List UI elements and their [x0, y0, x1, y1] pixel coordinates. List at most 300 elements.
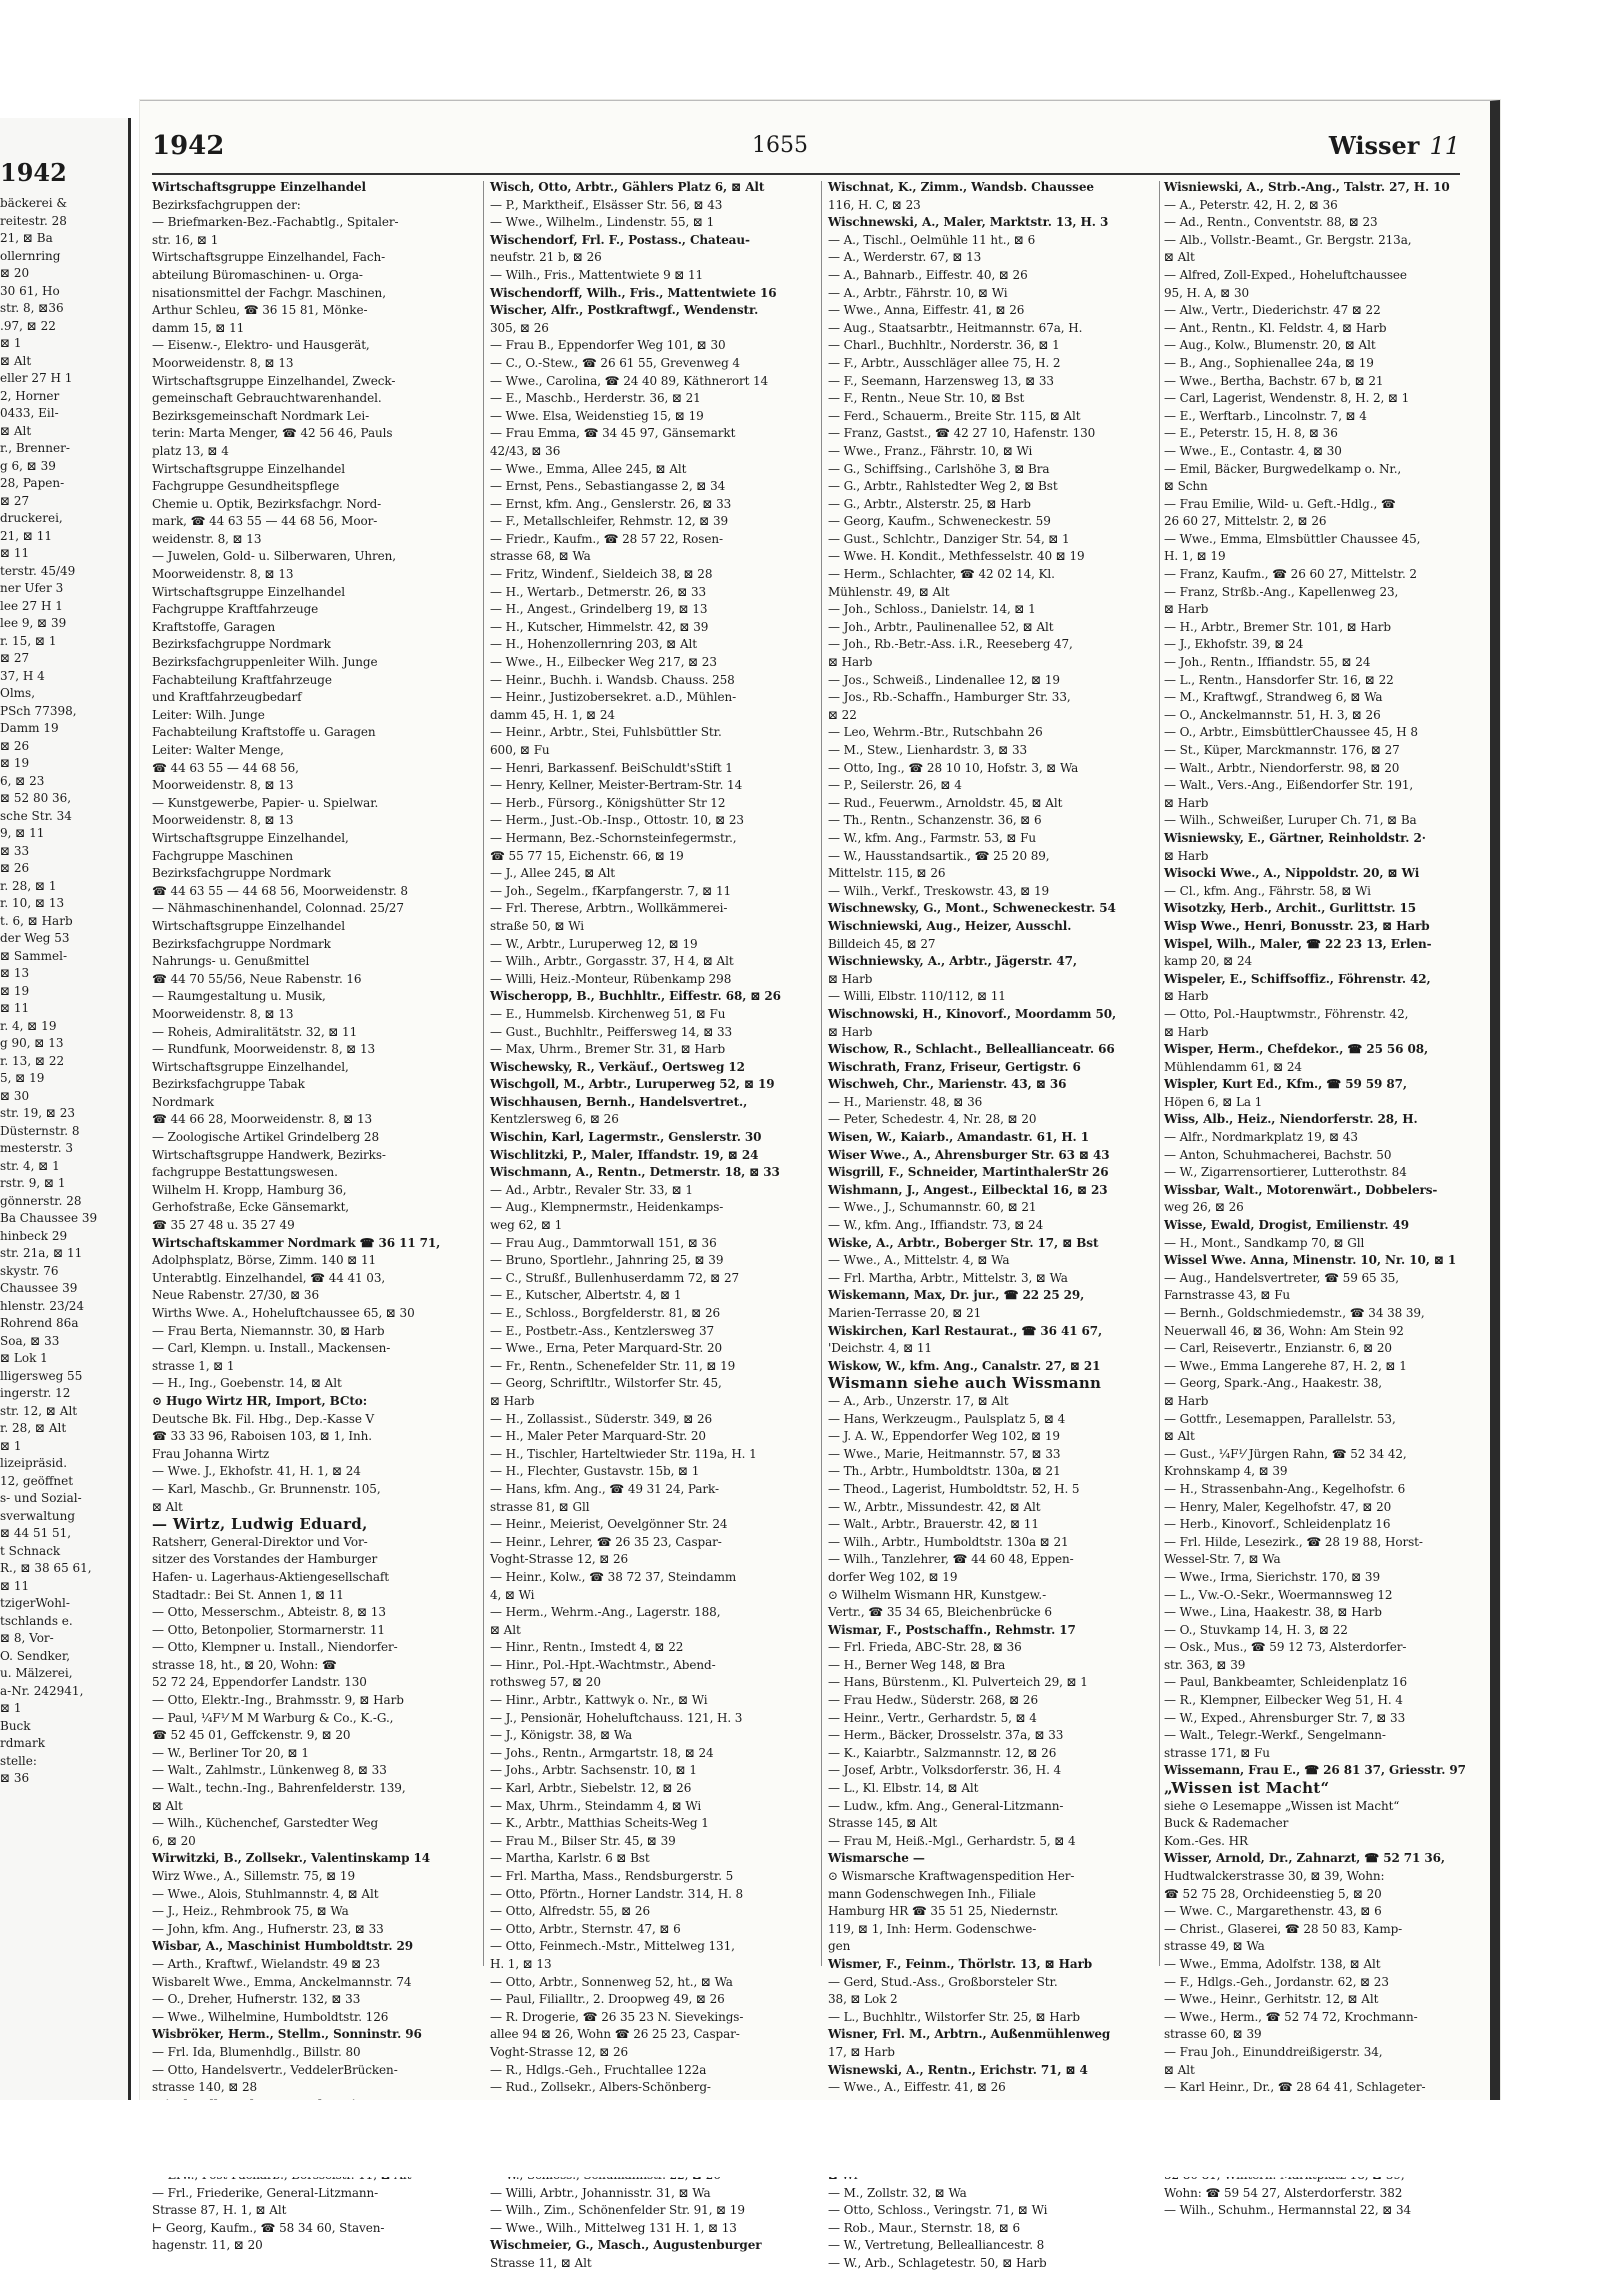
directory-entry-line: — Frl. Therese, Arbtrn., Wollkämmerei- [490, 901, 728, 916]
directory-entry-line: — Frau Joh., Einunddreißigerstr. 34, [1164, 2044, 1383, 2059]
directory-entry-line: Fachgruppe Gesundheitspflege [152, 479, 340, 494]
directory-entry-line: — E., Peterstr. 15, H. 8, ⊠ 36 [1164, 426, 1338, 441]
facing-page-line: rdmark [0, 1736, 45, 1750]
column-divider [821, 181, 822, 1966]
directory-entry-line: ⊠ Harb [1164, 602, 1209, 617]
directory-entry-line: ⊙ Wilhelm Wismann HR, Kunstgew.- [828, 1587, 1047, 1602]
directory-entry-line: — Joh., Arbtr., Paulinenallee 52, ⊠ Alt [828, 619, 1054, 634]
facing-page-line: lee 9, ⊠ 39 [0, 616, 67, 630]
directory-entry-line: — Otto, Alfredstr. 55, ⊠ 26 [490, 1904, 650, 1919]
directory-entry-line: — Rud., Feuerwm., Arnoldstr. 45, ⊠ Alt [828, 795, 1063, 810]
directory-entry-line: — W., Zigarrensortierer, Lutterothstr. 84 [1164, 1165, 1407, 1180]
directory-entry-line: — Henry, Kellner, Meister-Bertram-Str. 14 [490, 778, 743, 793]
page-number: 1655 [752, 133, 808, 158]
directory-entry-heading: Wiser Wwe., A., Ahrensburger Str. 63 ⊠ 43 [828, 1147, 1110, 1162]
directory-entry-line: — A., Werderstr. 67, ⊠ 13 [828, 250, 982, 265]
facing-page-line: 9, ⊠ 11 [0, 826, 45, 840]
directory-entry-line: — E., Werftarb., Lincolnstr. 7, ⊠ 4 [1164, 408, 1367, 423]
directory-entry-line: — Georg, Spark.-Ang., Haakestr. 38, [1164, 1376, 1382, 1391]
directory-entry-line: — E., Kutscher, Albertstr. 4, ⊠ 1 [490, 1288, 682, 1303]
directory-entry-line: — Wwe. C., Margarethenstr. 43, ⊠ 6 [1164, 1904, 1382, 1919]
directory-entry-line: — R. Drogerie, ☎ 26 35 23 N. Sievekings- [490, 2009, 744, 2024]
directory-entry-line: Wirtschaftsgruppe Einzelhandel [152, 584, 345, 599]
directory-entry-line: — Charl., Buchhltr., Norderstr. 36, ⊠ 1 [828, 338, 1060, 353]
running-head [1329, 131, 1460, 160]
directory-entry-line: — Rud., Zollsekr., Albers-Schönberg- [490, 2080, 711, 2095]
directory-entry-line: — Wilh., Zim., Schönenfelder Str. 91, ⊠ 19 [490, 2203, 745, 2218]
directory-entry-line: — Heinr., Lehrer, ☎ 26 35 23, Caspar- [490, 1534, 722, 1549]
directory-entry-line: — Walt., techn.-Ing., Bahrenfelderstr. 139, [152, 1781, 406, 1796]
directory-entry-line: — Hinr., Pol.-Hpt.-Wachtmstr., Abend- [490, 1657, 716, 1672]
directory-entry-line: — K., Kaiarbtr., Salzmannstr. 12, ⊠ 26 [828, 1745, 1057, 1760]
directory-entry-heading: Wirtschaftsgruppe Einzelhandel [152, 180, 366, 194]
directory-entry-line: ⊠ Harb [1164, 989, 1209, 1004]
facing-page-line: gönnerstr. 28 [0, 1193, 82, 1208]
directory-entry-line: — Frau B., Eppendorfer Weg 101, ⊠ 30 [490, 338, 726, 353]
directory-entry-heading: Wisotzky, Herb., Archit., Gurlittstr. 15 [1164, 901, 1417, 916]
directory-entry-heading: Wisocki Wwe., A., Nippoldstr. 20, ⊠ Wi [1164, 866, 1420, 881]
directory-entry-line: — Karl, Arbtr., Siebelstr. 12, ⊠ 26 [490, 1781, 692, 1796]
directory-entry-line: Bezirksfachgruppen der: [152, 197, 301, 212]
directory-entry-heading: Wiss, Alb., Heiz., Niendorferstr. 28, H. [1164, 1112, 1418, 1127]
directory-entry-line: Buck & Rademacher [1164, 1816, 1289, 1831]
directory-entry-line: — Georg, Kaufm., Schweneckestr. 59 [828, 514, 1051, 529]
directory-entry-line: ☎ 44 70 55/56, Neue Rabenstr. 16 [152, 971, 362, 986]
directory-entry-line: — Wwe., Lina, Haakestr. 38, ⊠ Harb [1164, 1605, 1382, 1620]
directory-entry-line: Arthur Schleu, ☎ 36 15 81, Mönke- [152, 303, 368, 318]
directory-entry-line: — A., Arbtr., Fährstr. 10, ⊠ Wi [828, 285, 1008, 300]
directory-entry-line: — W., Vertretung, Bellealliancestr. 8 [828, 2238, 1045, 2253]
facing-page-line: ⊠ 27 [0, 651, 30, 665]
directory-entry-line: — Alfr., Nordmarkplatz 19, ⊠ 43 [1164, 1130, 1358, 1145]
directory-entry-heading: Wischin, Karl, Lagermstr., Genslerstr. 30 [490, 1130, 762, 1145]
directory-entry-heading: Wiskow, W., kfm. Ang., Canalstr. 27, ⊠ 21 [828, 1358, 1101, 1373]
directory-entry-line: — Hans, Bürstenm., Kl. Pulverteich 29, ⊠ 1 [828, 1675, 1088, 1690]
directory-entry-line: — H., Flechter, Gustavstr. 15b, ⊠ 1 [490, 1464, 700, 1479]
directory-entry-line: Wirtschaftsgruppe Einzelhandel, [152, 830, 349, 845]
directory-entry-line: — Wwe., Irma, Sierichstr. 170, ⊠ 39 [1164, 1569, 1380, 1584]
directory-entry-line: — Eisenw.-, Elektro- und Hausgerät, [152, 338, 370, 353]
facing-page-fragment [0, 118, 131, 2100]
directory-entry-line: — L., Kl. Elbstr. 14, ⊠ Alt [828, 1781, 979, 1796]
directory-entry-line: — Johs., Rentn., Armgartstr. 18, ⊠ 24 [490, 1745, 714, 1760]
directory-entry-line: Wirtschaftsgruppe Einzelhandel [152, 918, 345, 933]
directory-entry-line: — Hinr., Rentn., Imstedt 4, ⊠ 22 [490, 1640, 684, 1655]
facing-page-line: str. 21a, ⊠ 11 [0, 1246, 83, 1260]
directory-entry-heading: Wisnewski, A., Rentn., Erichstr. 71, ⊠ 4 [828, 2062, 1088, 2077]
directory-entry-line: — Wwe., H., Eilbecker Weg 217, ⊠ 23 [490, 655, 717, 670]
directory-entry-heading: Wiske, A., Arbtr., Boberger Str. 17, ⊠ Bst [828, 1235, 1099, 1250]
facing-page-line: r. 13, ⊠ 22 [0, 1053, 65, 1068]
directory-entry-line: — J., Allee 245, ⊠ Alt [490, 866, 616, 881]
facing-page-line: terstr. 45/49 [0, 563, 76, 578]
facing-page-line: Düsternstr. 8 [0, 1123, 80, 1138]
facing-page-line: eller 27 H 1 [0, 371, 73, 385]
directory-entry-line: siehe ⊙ Lesemappe „Wissen ist Macht“ [1164, 1798, 1400, 1813]
directory-entry-line: Hafen- u. Lagerhaus-Aktiengesellschaft [152, 1569, 389, 1584]
directory-entry-line: Strasse 11, ⊠ Alt [490, 2256, 592, 2271]
directory-entry-line: — F., Seemann, Harzensweg 13, ⊠ 33 [828, 373, 1054, 388]
directory-entry-heading: Wismann siehe auch Wissmann [828, 1374, 1102, 1393]
directory-entry-line: ⊠ Alt [1164, 2062, 1195, 2077]
facing-page-line: 37, H 4 [0, 668, 45, 683]
directory-entry-line: — Ad., Rentn., Conventstr. 88, ⊠ 23 [1164, 215, 1378, 230]
facing-page-line: 12, geöffnet [0, 1473, 74, 1488]
directory-entry-line: Gerhofstraße, Ecke Gänsemarkt, [152, 1200, 350, 1215]
directory-entry-line: — A., Arb., Unzerstr. 17, ⊠ Alt [828, 1393, 1009, 1408]
directory-entry-heading: Wischendorf, Frl. F., Postass., Chateau- [490, 232, 750, 247]
directory-entry-line: — Gust., Buchhltr., Peiffersweg 14, ⊠ 33 [490, 1024, 733, 1039]
directory-entry-heading: Wischnowski, H., Kinovorf., Moordamm 50, [828, 1006, 1117, 1021]
directory-entry-line: — C., Strußf., Bullenhuserdamm 72, ⊠ 27 [490, 1270, 740, 1285]
directory-entry-line: — Joh., Rb.-Betr.-Ass. i.R., Reeseberg 47, [828, 637, 1073, 652]
directory-entry-line: — Otto, Ing., ☎ 28 10 10, Hofstr. 3, ⊠ Wa [828, 760, 1079, 775]
directory-entry-line: — Joh., Schloss., Danielstr. 14, ⊠ 1 [828, 602, 1036, 617]
directory-entry-heading: Wispler, Kurt Ed., Kfm., ☎ 59 59 87, [1164, 1077, 1407, 1092]
directory-entry-line: — Otto, Feinmech.-Mstr., Mittelweg 131, [490, 1939, 735, 1954]
directory-entry-line: 119, ⊠ 1, Inh: Herm. Godenschwe- [828, 1921, 1037, 1936]
directory-entry-line: Voght-Strasse 12, ⊠ 26 [490, 1552, 629, 1567]
directory-entry-line: — C., O.-Stew., ☎ 26 61 55, Grevenweg 4 [490, 355, 740, 370]
directory-entry-line: — Frau Hedw., Süderstr. 268, ⊠ 26 [828, 1693, 1038, 1708]
directory-entry-heading: Wischnewski, A., Maler, Marktstr. 13, H. 3 [828, 215, 1109, 230]
directory-entry-line: str. 16, ⊠ 1 [152, 232, 219, 247]
directory-entry-line: — Bernh., Goldschmiedemstr., ☎ 34 38 39, [1164, 1306, 1425, 1320]
directory-entry-line: Ratsherr, General-Direktor und Vor- [152, 1534, 368, 1549]
facing-page-line: ⊠ 36 [0, 1771, 30, 1785]
directory-entry-line: — Heinr., Buchh. i. Wandsb. Chauss. 258 [490, 672, 735, 687]
directory-entry-line: — Frau Berta, Niemannstr. 30, ⊠ Harb [152, 1323, 385, 1338]
directory-entry-line: — Wwe., A., Eiffestr. 41, ⊠ 26 [828, 2080, 1006, 2095]
directory-entry-line: — Paul, Bankbeamter, Schleidenplatz 16 [1164, 1675, 1408, 1690]
directory-entry-heading: — Wirtz, Ludwig Eduard, [152, 1515, 368, 1534]
directory-entry-line: — Frl. Ida, Blumenhdlg., Billstr. 80 [152, 2044, 361, 2059]
directory-entry-heading: Wischnat, K., Zimm., Wandsb. Chaussee [828, 180, 1094, 194]
directory-entry-line: strasse 81, ⊠ Gll [490, 1499, 590, 1514]
directory-entry-line: ⊠ Harb [828, 971, 873, 986]
directory-entry-heading: Wischniewsky, A., Arbtr., Jägerstr. 47, [828, 954, 1077, 969]
directory-entry-line: — H., Wertarb., Detmerstr. 26, ⊠ 33 [490, 584, 707, 599]
directory-entry-line: — Herm., Wehrm.-Ang., Lagerstr. 188, [490, 1605, 721, 1620]
directory-entry-line: Neuerwall 46, ⊠ 36, Wohn: Am Stein 92 [1164, 1323, 1404, 1338]
directory-entry-heading: Wisen, W., Kaiarb., Amandastr. 61, H. 1 [828, 1130, 1089, 1145]
directory-entry-heading: Wischrath, Franz, Friseur, Gertigstr. 6 [828, 1059, 1081, 1074]
directory-entry-line: — Wwe., Wilhelmine, Humboldtstr. 126 [152, 2009, 389, 2024]
facing-page-line: lizeipräsid. [0, 1456, 68, 1470]
directory-entry-line: Moorweidenstr. 8, ⊠ 13 [152, 778, 294, 793]
directory-entry-line: ⊠ Alt [1164, 250, 1195, 265]
directory-entry-heading: Wischlitzki, P., Maler, Iffandstr. 19, ⊠ 24 [490, 1147, 759, 1162]
directory-entry-line: — Heinr., Vertr., Gerhardstr. 5, ⊠ 4 [828, 1710, 1037, 1725]
facing-page-line: 0433, Eil- [0, 406, 59, 420]
facing-page-line: r. 28, ⊠ 1 [0, 878, 57, 893]
directory-entry-line: — Franz, Strßb.-Ang., Kapellenweg 23, [1164, 584, 1399, 599]
facing-page-line: ⊠ 19 [0, 756, 30, 770]
facing-page-line: tzigerWohl- [0, 1596, 70, 1610]
directory-entry-line: — M., Zollstr. 32, ⊠ Wa [828, 2185, 967, 2200]
directory-entry-line: — Wwe., A., Mittelstr. 4, ⊠ Wa [828, 1253, 1010, 1268]
facing-page-line: lee 27 H 1 [0, 598, 63, 613]
directory-entry-line: strasse 60, ⊠ 39 [1164, 2027, 1262, 2042]
directory-entry-line: Fachgruppe Kraftfahrzeuge [152, 602, 319, 617]
directory-entry-line: 4, ⊠ Wi [490, 1587, 535, 1602]
directory-entry-line: — Paul, Filialltr., 2. Droopweg 49, ⊠ 26 [490, 1992, 725, 2007]
directory-entry-heading: Wischhausen, Bernh., Handelsvertret., [490, 1094, 748, 1109]
directory-entry-line: Leiter: Walter Menge, [152, 743, 284, 757]
directory-entry-line: — O., Stuvkamp 14, H. 3, ⊠ 22 [1164, 1622, 1348, 1637]
directory-entry-line: rothsweg 57, ⊠ 20 [490, 1675, 601, 1690]
directory-entry-line: ⊠ Harb [1164, 1393, 1209, 1408]
directory-entry-line: — E., Maschb., Herderstr. 36, ⊠ 21 [490, 391, 701, 406]
directory-entry-line: — Wwe., Wilhelm., Lindenstr. 55, ⊠ 1 [490, 215, 715, 230]
facing-page-line: r. 15, ⊠ 1 [0, 633, 57, 648]
directory-entry-line: — M., Stew., Lienhardstr. 3, ⊠ 33 [828, 743, 1028, 757]
facing-page-line: tschlands e. [0, 1613, 73, 1628]
directory-entry-line: — Franz, Kaufm., ☎ 26 60 27, Mittelstr. 2 [1164, 567, 1417, 582]
directory-entry-line: — W., Arbtr., Luruperweg 12, ⊠ 19 [490, 936, 698, 951]
facing-page-line: PSch 77398, [0, 703, 77, 718]
directory-entry-line: ⊠ 22 [828, 707, 857, 722]
directory-entry-heading: ⊙ Hugo Wirtz HR, Import, BCto: [152, 1393, 368, 1408]
directory-entry-line: fachgruppe Bestattungswesen. [152, 1165, 338, 1180]
directory-entry-line: — R., Hdlgs.-Geh., Fruchtallee 122a [490, 2062, 707, 2077]
directory-entry-line: — Max, Uhrm., Bremer Str. 31, ⊠ Harb [490, 1042, 726, 1057]
directory-entry-line: 'Deichstr. 4, ⊠ 11 [828, 1341, 932, 1356]
directory-entry-heading: Wissel Wwe. Anna, Minenstr. 10, Nr. 10, ⊠ 1 [1164, 1253, 1457, 1268]
directory-entry-line: 26 60 27, Mittelstr. 2, ⊠ 26 [1164, 514, 1327, 529]
directory-entry-line: — Gust., Schlchtr., Danziger Str. 54, ⊠ 1 [828, 531, 1070, 546]
directory-entry-line: Hamburg HR ☎ 35 51 25, Niedernstr. [828, 1904, 1059, 1919]
directory-entry-line: — Wwe. H. Kondit., Methfesselstr. 40 ⊠ 19 [828, 549, 1085, 564]
directory-entry-line: — W., Hausstandsartik., ☎ 25 20 89, [828, 848, 1050, 863]
directory-entry-heading: Wischgoll, M., Arbtr., Luruperweg 52, ⊠ 19 [490, 1077, 775, 1092]
directory-entry-line: ⊠ Harb [828, 655, 873, 670]
directory-entry-line: Billdeich 45, ⊠ 27 [828, 936, 936, 951]
directory-entry-line: 52 72 24, Eppendorfer Landstr. 130 [152, 1675, 367, 1690]
directory-entry-line: — P., Marktheif., Elsässer Str. 56, ⊠ 43 [490, 197, 723, 212]
directory-entry-line: — A., Bahnarb., Eiffestr. 40, ⊠ 26 [828, 267, 1028, 282]
facing-page-line: .97, ⊠ 22 [0, 318, 56, 333]
running-head-name: Wisser [1328, 131, 1420, 160]
facing-page-line: 21, ⊠ 11 [0, 528, 53, 543]
facing-page-line: lligersweg 55 [0, 1368, 83, 1383]
directory-entry-line: — Frl. Frieda, ABC-Str. 28, ⊠ 36 [828, 1640, 1022, 1655]
directory-entry-heading: Wischmeier, G., Masch., Augustenburger [490, 2238, 762, 2253]
directory-entry-line: — Wwe., Emma, Elmsbüttler Chaussee 45, [1164, 531, 1421, 546]
directory-entry-line: Wirtschaftsgruppe Einzelhandel [152, 461, 345, 476]
facing-page-line: r., Brenner- [0, 441, 70, 455]
directory-entry-line: — L., Rentn., Hansdorfer Str. 16, ⊠ 22 [1164, 672, 1394, 687]
directory-columns [152, 179, 1466, 2271]
directory-entry-line: — Leo, Wehrm.-Btr., Rutschbahn 26 [828, 725, 1043, 740]
directory-entry-line: H. 1, ⊠ 13 [490, 1956, 552, 1971]
directory-entry-line: — M., Kraftwgf., Strandweg 6, ⊠ Wa [1164, 690, 1383, 705]
directory-entry-line: — Wilh., Arbtr., Gorgasstr. 37, H 4, ⊠ Alt [490, 954, 734, 969]
directory-entry-line: — Zoologische Artikel Grindelberg 28 [152, 1130, 379, 1145]
directory-entry-line: — Aug., Kolw., Blumenstr. 20, ⊠ Alt [1164, 338, 1376, 353]
facing-page-line: hlenstr. 23/24 [0, 1298, 85, 1313]
directory-entry-line: — A., Tischl., Oelmühle 11 ht., ⊠ 6 [828, 232, 1036, 247]
directory-entry-heading: Wischmann, A., Rentn., Detmerstr. 18, ⊠ 33 [490, 1165, 780, 1180]
facing-page-line: der Weg 53 [0, 931, 70, 945]
facing-page-line: ⊠ 1 [0, 1701, 22, 1715]
directory-entry-line: — Hans, Werkzeugm., Paulsplatz 5, ⊠ 4 [828, 1411, 1066, 1426]
directory-entry-line: Bezirksgemeinschaft Nordmark Lei- [152, 408, 370, 423]
directory-entry-line: — Frl. Martha, Arbtr., Mittelstr. 3, ⊠ Wa [828, 1270, 1068, 1285]
directory-entry-line: Bezirksfachgruppe Nordmark [152, 637, 331, 652]
directory-entry-heading: Wisch, Otto, Arbtr., Gählers Platz 6, ⊠ Alt [490, 180, 765, 194]
directory-entry-line: Adolphsplatz, Börse, Zimm. 140 ⊠ 11 [152, 1253, 377, 1268]
directory-entry-line: — O., Dreher, Hufnerstr. 132, ⊠ 33 [152, 1992, 361, 2007]
directory-entry-heading: Wiskemann, Max, Dr. jur., ☎ 22 25 29, [828, 1288, 1085, 1303]
directory-entry-heading: Wirtschaftskammer Nordmark ☎ 36 11 71, [152, 1235, 441, 1250]
facing-page-line: ⊠ 33 [0, 843, 30, 858]
facing-page-line: str. 19, ⊠ 23 [0, 1106, 76, 1120]
directory-entry-line: — Wwe., Marie, Heitmannstr. 57, ⊠ 33 [828, 1446, 1061, 1461]
directory-entry-line: — Heinr., Arbtr., Stei, Fuhlsbüttler Str. [490, 725, 722, 740]
facing-page-line: hinbeck 29 [0, 1228, 68, 1243]
directory-entry-line: — Frau Aug., Dammtorwall 151, ⊠ 36 [490, 1235, 717, 1250]
directory-entry-line: — Th., Arbtr., Humboldtstr. 130a, ⊠ 21 [828, 1464, 1061, 1479]
directory-entry-line: Bezirksfachgruppe Tabak [152, 1077, 305, 1092]
directory-entry-line: — Otto, Elektr.-Ing., Brahmsstr. 9, ⊠ Harb [152, 1693, 404, 1708]
directory-entry-line: Wilhelm H. Kropp, Hamburg 36, [152, 1182, 347, 1197]
directory-entry-line: — Wwe., Emma Langerehe 87, H. 2, ⊠ 1 [1164, 1358, 1407, 1373]
directory-entry-line: Wohn: ☎ 59 54 27, Alsterdorferstr. 382 [1164, 2185, 1403, 2200]
facing-page-line: t Schnack [0, 1543, 61, 1558]
directory-entry-line: — Frl. Martha, Mass., Rendsburgerstr. 5 [490, 1869, 734, 1883]
facing-page-line: 2, Horner [0, 388, 60, 403]
directory-entry-line: — J., Pensionär, Hoheluftchauss. 121, H. 3 [490, 1710, 743, 1725]
directory-entry-heading: Wischow, R., Schlacht., Belleallianceatr. 66 [828, 1042, 1115, 1057]
directory-entry-line: — Wilh., Küchenchef, Garstedter Weg [152, 1816, 379, 1831]
directory-entry-line: 17, ⊠ Harb [828, 2044, 895, 2059]
directory-entry-line: Wirtschaftsgruppe Handwerk, Bezirks- [152, 1147, 386, 1162]
column-divider [483, 181, 484, 1966]
directory-entry-line: — H., Zollassist., Süderstr. 349, ⊠ 26 [490, 1411, 713, 1426]
directory-entry-line: — Wwe., Anna, Eiffestr. 41, ⊠ 26 [828, 303, 1025, 318]
directory-entry-line: — Bruno, Sportlehr., Jahnring 25, ⊠ 39 [490, 1253, 724, 1268]
directory-entry-line: Kraftstoffe, Garagen [152, 619, 276, 634]
directory-entry-line: Wisbarelt Wwe., Emma, Anckelmannstr. 74 [152, 1974, 412, 1989]
directory-entry-line: — L., Vw.-O.-Sekr., Woermannsweg 12 [1164, 1587, 1393, 1602]
directory-entry-heading: Wisp Wwe., Henri, Bonusstr. 23, ⊠ Harb [1164, 918, 1430, 933]
directory-entry-line: — Walt., Vers.-Ang., Eißendorfer Str. 191, [1164, 778, 1414, 793]
directory-entry-line: — Gerd, Stud.-Ass., Großborsteler Str. [828, 1974, 1058, 1989]
directory-entry-line: dorfer Weg 102, ⊠ 19 [828, 1569, 958, 1584]
directory-entry-heading: Wisser, Arnold, Dr., Zahnarzt, ☎ 52 71 36, [1164, 1851, 1445, 1866]
directory-entry-line: — Carl, Klempn. u. Install., Mackensen- [152, 1341, 391, 1356]
directory-entry-line: Wirtschaftsgruppe Einzelhandel, Zweck- [152, 373, 396, 388]
directory-entry-heading: Wismer, F., Feinm., Thörlstr. 13, ⊠ Harb [828, 1956, 1093, 1971]
directory-entry-line: — Alfred, Zoll-Exped., Hoheluftchaussee [1164, 267, 1407, 282]
directory-entry-heading: „Wissen ist Macht“ [1164, 1779, 1330, 1798]
directory-entry-line: — W., Arb., Schlagetestr. 50, ⊠ Harb [828, 2256, 1047, 2271]
directory-entry-line: — J., Heiz., Rehmbrook 75, ⊠ Wa [152, 1904, 349, 1919]
directory-entry-line: 42/43, ⊠ 36 [490, 443, 561, 458]
directory-entry-line: ⊠ Harb [1164, 848, 1209, 863]
directory-entry-heading: Wischewsky, R., Verkäuf., Oertsweg 12 [490, 1059, 745, 1074]
directory-entry-line: ⊠ Harb [828, 1024, 873, 1039]
header-rule [152, 173, 1460, 175]
directory-entry-line: 6, ⊠ 20 [152, 1833, 196, 1848]
facing-page-line: skystr. 76 [0, 1263, 59, 1278]
directory-entry-line: Moorweidenstr. 8, ⊠ 13 [152, 1006, 294, 1021]
directory-entry-line: — F., Hdlgs.-Geh., Jordanstr. 62, ⊠ 23 [1164, 1974, 1389, 1989]
directory-entry-line: Kentzlersweg 6, ⊠ 26 [490, 1112, 619, 1127]
directory-entry-line: — Wilh., Verkf., Treskowstr. 43, ⊠ 19 [828, 883, 1050, 898]
directory-entry-line: ☎ 44 63 55 — 44 68 56, [152, 760, 299, 775]
directory-entry-line: — Ernst, Pens., Sebastiangasse 2, ⊠ 34 [490, 479, 726, 494]
facing-page-line: sverwaltung [0, 1508, 75, 1523]
directory-entry-line: — Otto, Klempner u. Install., Niendorfer- [152, 1640, 398, 1655]
directory-entry-line: — Anton, Schuhmacherei, Bachstr. 50 [1164, 1147, 1392, 1162]
directory-entry-line: — Wwe., E., Contastr. 4, ⊠ 30 [1164, 443, 1342, 458]
header-year: 1942 [152, 131, 225, 161]
directory-entry-line: strasse 140, ⊠ 28 [152, 2080, 258, 2095]
facing-page-line: ner Ufer 3 [0, 581, 64, 595]
directory-entry-line: — Wwe., Herm., ☎ 52 74 72, Krochmann- [1164, 2009, 1418, 2024]
column-marker: 11 [1429, 132, 1460, 160]
directory-entry-line: — Hans, kfm. Ang., ☎ 49 31 24, Park- [490, 1481, 719, 1496]
directory-entry-line: — Theod., Lagerist, Humboldtstr. 52, H. 5 [828, 1481, 1080, 1496]
directory-entry-line: — Nähmaschinenhandel, Colonnad. 25/27 [152, 901, 404, 916]
directory-entry-line: — Walt., Arbtr., Niendorferstr. 98, ⊠ 20 [1164, 760, 1400, 775]
directory-entry-line: 95, H. A, ⊠ 30 [1164, 285, 1250, 300]
directory-entry-heading: Wishmann, J., Angest., Eilbecktal 16, ⊠ 23 [828, 1182, 1108, 1197]
facing-page-year: 1942 [0, 158, 67, 187]
directory-entry-line: nisationsmittel der Fachgr. Maschinen, [152, 285, 386, 300]
directory-entry-line: hagenstr. 11, ⊠ 20 [152, 2238, 263, 2253]
directory-entry-line: 305, ⊠ 26 [490, 320, 549, 335]
directory-entry-line: — Karl Heinr., Dr., ☎ 28 64 41, Schlageter- [1164, 2080, 1426, 2095]
directory-entry-line: Neue Rabenstr. 27/30, ⊠ 36 [152, 1288, 319, 1303]
directory-entry-line: — Frau Emilie, Wild- u. Geft.-Hdlg., ☎ [1164, 496, 1396, 511]
directory-entry-line: ⊙ Wismarsche Kraftwagenspedition Her- [828, 1869, 1075, 1883]
directory-entry-line: — Ant., Rentn., Kl. Feldstr. 4, ⊠ Harb [1164, 320, 1387, 335]
directory-entry-line: — H., Kutscher, Himmelstr. 42, ⊠ 39 [490, 619, 709, 634]
directory-entry-line: — Franz, Gastst., ☎ 42 27 10, Hafenstr. 130 [828, 426, 1096, 441]
facing-page-line: rstr. 9, ⊠ 1 [0, 1176, 66, 1190]
directory-entry-line: — Wwe., Carolina, ☎ 24 40 89, Käthnerort 14 [490, 373, 769, 388]
directory-entry-line: Marien-Terrasse 20, ⊠ 21 [828, 1306, 982, 1320]
facing-page-line: ⊠ Sammel- [0, 948, 67, 963]
directory-entry-line: — Fritz, Windenf., Sieldeich 38, ⊠ 28 [490, 567, 713, 582]
directory-entry-line: — E., Hummelsb. Kirchenweg 51, ⊠ Fu [490, 1006, 726, 1021]
directory-entry-line: Mühlendamm 61, ⊠ 24 [1164, 1059, 1302, 1074]
directory-entry-line: und Kraftfahrzeugbedarf [152, 690, 302, 705]
directory-entry-line: ☎ 33 33 96, Raboisen 103, ⊠ 1, Inh. [152, 1429, 373, 1444]
directory-entry-line: — Aug., Klempnermstr., Heidenkamps- [490, 1200, 724, 1215]
directory-entry-line: Chemie u. Optik, Bezirksfachgr. Nord- [152, 496, 382, 511]
directory-entry-line: allee 94 ⊠ 26, Wohn ☎ 26 25 23, Caspar- [490, 2027, 740, 2042]
directory-entry-line: — Georg, Schriftltr., Wilstorfer Str. 45, [490, 1376, 722, 1391]
facing-page-line: Ba Chaussee 39 [0, 1211, 98, 1225]
directory-entry-line: — Wwe., Wilh., Mittelweg 131 H. 1, ⊠ 13 [490, 2220, 737, 2235]
directory-entry-line: gemeinschaft Gebrauchtwarenhandel. [152, 391, 382, 406]
directory-entry-line: — Ad., Arbtr., Revaler Str. 33, ⊠ 1 [490, 1182, 693, 1197]
directory-entry-line: — Wilh., Fris., Mattentwiete 9 ⊠ 11 [490, 267, 704, 282]
facing-page-line: 6, ⊠ 23 [0, 773, 45, 788]
directory-entry-heading: Wisner, Frl. M., Arbtrn., Außenmühlenweg [828, 2027, 1111, 2042]
facing-page-line: r. 4, ⊠ 19 [0, 1018, 57, 1033]
directory-entry-line: — Alb., Vollstr.-Beamt., Gr. Bergstr. 213a, [1164, 232, 1412, 247]
facing-page-line: r. 28, ⊠ Alt [0, 1421, 67, 1435]
facing-page-line: a-Nr. 242941, [0, 1683, 84, 1698]
directory-entry-line: — St., Küper, Marckmannstr. 176, ⊠ 27 [1164, 743, 1400, 757]
directory-entry-line: Mittelstr. 115, ⊠ 26 [828, 866, 946, 881]
directory-entry-line: Kom.-Ges. HR [1164, 1833, 1248, 1848]
